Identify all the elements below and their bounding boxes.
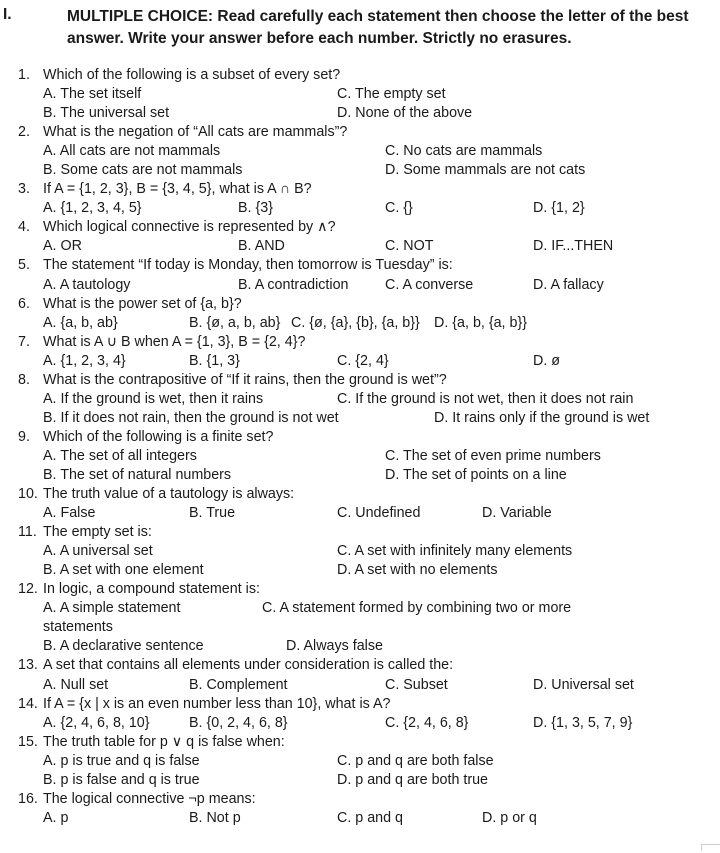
- option-c: C. If the ground is not wet, then it does not rain: [337, 390, 634, 407]
- question-15-options-row-2: [0, 771, 720, 790]
- option-a: A. If the ground is wet, then it rains: [43, 390, 264, 407]
- option-a: A. {2, 4, 6, 8, 10}: [43, 714, 150, 731]
- question-number: 11.: [18, 524, 37, 541]
- option-a: A. The set itself: [43, 86, 142, 103]
- question-number: 16.: [18, 790, 38, 807]
- question-9-options-row-1: [0, 447, 720, 466]
- question-text: The empty set is:: [43, 524, 152, 541]
- section-instructions: [67, 6, 707, 50]
- option-c-continuation: statements: [43, 619, 113, 636]
- option-d: D. {1, 2}: [533, 200, 585, 217]
- page-corner-mark: [701, 844, 720, 851]
- question-1: [0, 66, 720, 85]
- option-d: D. Universal set: [533, 676, 634, 693]
- option-d: D. Always false: [286, 638, 383, 655]
- question-text: If A = {x | x is an even number less than 10}, what is A?: [43, 695, 391, 712]
- question-number: 1.: [18, 67, 30, 83]
- question-10: [0, 485, 720, 504]
- option-c: C. The empty set: [337, 86, 446, 103]
- question-number: 5.: [18, 257, 30, 274]
- option-a: A. OR: [43, 238, 82, 255]
- option-d: D. The set of points on a line: [385, 466, 567, 483]
- question-number: 7.: [18, 333, 30, 350]
- option-d: D. ø: [533, 352, 561, 369]
- option-b: B. Some cats are not mammals: [43, 162, 243, 179]
- question-13: [0, 656, 720, 675]
- question-text: Which of the following is a subset of every set?: [43, 67, 341, 83]
- section-number: I.: [3, 6, 12, 23]
- question-number: 10.: [18, 486, 38, 503]
- option-b: B. A set with one element: [43, 562, 204, 579]
- question-12-options-row-1-cont: [0, 618, 720, 637]
- option-b: B. A declarative sentence: [43, 638, 204, 655]
- option-a: A. False: [43, 505, 96, 522]
- option-b: B. Not p: [189, 809, 241, 826]
- question-1-options-row-1: [0, 85, 720, 104]
- option-d: D. Variable: [482, 505, 552, 522]
- question-8-options-row-2: [0, 409, 720, 428]
- option-c: C. p and q are both false: [337, 752, 494, 769]
- question-text: The logical connective ¬p means:: [43, 790, 256, 807]
- question-6-options: [0, 314, 720, 333]
- option-c: C. {2, 4}: [337, 352, 389, 369]
- question-2-options-row-2: [0, 161, 720, 180]
- option-b: B. {0, 2, 4, 6, 8}: [189, 714, 288, 731]
- option-b: B. {ø, a, b, ab}: [189, 314, 281, 331]
- option-c: C. A statement formed by combining two or more: [262, 600, 572, 617]
- option-b: B. p is false and q is true: [43, 771, 200, 788]
- question-14: [0, 695, 720, 714]
- option-c: C. {ø, {a}, {b}, {a, b}}: [291, 314, 420, 331]
- question-4-options: [0, 237, 720, 256]
- question-text: The truth value of a tautology is always:: [43, 486, 295, 503]
- option-a: A. p: [43, 809, 69, 826]
- question-text: The statement “If today is Monday, then tomorrow is Tuesday” is:: [43, 257, 453, 274]
- question-number: 9.: [18, 428, 30, 445]
- question-number: 6.: [18, 295, 30, 312]
- question-2: [0, 123, 720, 142]
- option-c: C. {}: [385, 200, 413, 217]
- question-number: 4.: [18, 219, 30, 236]
- question-6: [0, 295, 720, 314]
- question-16: [0, 790, 720, 809]
- option-c: C. The set of even prime numbers: [385, 447, 601, 464]
- question-13-options: [0, 676, 720, 695]
- question-8: [0, 371, 720, 390]
- question-number: 13.: [18, 657, 38, 674]
- question-text: What is A ∪ B when A = {1, 3}, B = {2, 4}?: [43, 333, 306, 350]
- option-d: D. p and q are both true: [337, 771, 489, 788]
- question-9: [0, 428, 720, 447]
- question-12-options-row-2: [0, 637, 720, 656]
- question-3: [0, 180, 720, 199]
- question-text: If A = {1, 2, 3}, B = {3, 4, 5}, what is A ∩ B?: [43, 181, 312, 198]
- question-14-options: [0, 714, 720, 733]
- question-5: [0, 256, 720, 275]
- question-list: [0, 66, 720, 828]
- option-c: C. NOT: [385, 238, 434, 255]
- question-number: 15.: [18, 733, 38, 750]
- option-a: A. All cats are not mammals: [43, 143, 221, 160]
- option-c: C. No cats are mammals: [385, 143, 543, 160]
- option-d: D. It rains only if the ground is wet: [434, 409, 650, 426]
- question-text: Which logical connective is represented by ∧?: [43, 219, 336, 236]
- question-text: What is the contrapositive of “If it rains, then the ground is wet”?: [43, 371, 447, 388]
- question-12-options-row-1: [0, 599, 720, 618]
- option-b: B. A contradiction: [238, 276, 349, 293]
- option-b: B. If it does not rain, then the ground is not wet: [43, 409, 339, 426]
- question-number: 3.: [18, 181, 30, 198]
- option-a: A. A tautology: [43, 276, 131, 293]
- option-a: A. {1, 2, 3, 4, 5}: [43, 200, 142, 217]
- question-16-options: [0, 809, 720, 828]
- option-d: D. p or q: [482, 809, 537, 826]
- option-c: C. Subset: [385, 676, 448, 693]
- question-text: What is the negation of “All cats are mammals”?: [43, 124, 348, 141]
- option-c: C. {2, 4, 6, 8}: [385, 714, 469, 731]
- option-b: B. AND: [238, 238, 285, 255]
- question-number: 8.: [18, 371, 30, 388]
- option-d: D. Some mammals are not cats: [385, 162, 586, 179]
- question-9-options-row-2: [0, 466, 720, 485]
- option-b: B. Complement: [189, 676, 288, 693]
- option-a: A. p is true and q is false: [43, 752, 200, 769]
- option-b: B. {1, 3}: [189, 352, 240, 369]
- question-text: What is the power set of {a, b}?: [43, 295, 242, 312]
- question-2-options-row-1: [0, 142, 720, 161]
- question-10-options: [0, 504, 720, 523]
- option-c: C. A converse: [385, 276, 474, 293]
- question-11-options-row-2: [0, 561, 720, 580]
- question-number: 12.: [18, 581, 38, 598]
- option-d: D. IF...THEN: [533, 238, 614, 255]
- option-a: A. Null set: [43, 676, 109, 693]
- option-a: A. A simple statement: [43, 600, 181, 617]
- option-a: A. {a, b, ab}: [43, 314, 118, 331]
- option-c: C. A set with infinitely many elements: [337, 543, 573, 560]
- question-8-options-row-1: [0, 390, 720, 409]
- option-d: D. {a, b, {a, b}}: [434, 314, 528, 331]
- question-1-options-row-2: [0, 104, 720, 123]
- option-b: B. {3}: [238, 200, 273, 217]
- question-15: [0, 733, 720, 752]
- question-text: A set that contains all elements under consideration is called the:: [43, 657, 454, 674]
- instructions-line-1: MULTIPLE CHOICE: Read carefully each statement then choose the letter of the best: [67, 8, 689, 25]
- option-d: D. A set with no elements: [337, 562, 498, 579]
- question-3-options: [0, 199, 720, 218]
- question-11: [0, 523, 720, 542]
- question-7: [0, 333, 720, 352]
- option-d: D. {1, 3, 5, 7, 9}: [533, 714, 633, 731]
- question-number: 14.: [18, 695, 38, 712]
- question-4: [0, 218, 720, 237]
- option-c: C. p and q: [337, 809, 403, 826]
- option-d: D. None of the above: [337, 105, 473, 122]
- option-b: B. The set of natural numbers: [43, 466, 232, 483]
- option-a: A. The set of all integers: [43, 447, 197, 464]
- option-b: B. The universal set: [43, 105, 170, 122]
- question-text: The truth table for p ∨ q is false when:: [43, 733, 285, 750]
- option-a: A. A universal set: [43, 543, 153, 560]
- question-text: Which of the following is a finite set?: [43, 428, 274, 445]
- option-a: A. {1, 2, 3, 4}: [43, 352, 126, 369]
- question-11-options-row-1: [0, 542, 720, 561]
- question-12: [0, 580, 720, 599]
- instructions-line-2: answer. Write your answer before each number. Strictly no erasures.: [67, 30, 572, 47]
- question-number: 2.: [18, 124, 30, 141]
- question-15-options-row-1: [0, 752, 720, 771]
- question-5-options: [0, 276, 720, 295]
- option-d: D. A fallacy: [533, 276, 604, 293]
- question-text: In logic, a compound statement is:: [43, 581, 260, 598]
- question-7-options: [0, 352, 720, 371]
- option-c: C. Undefined: [337, 505, 421, 522]
- option-b: B. True: [189, 505, 236, 522]
